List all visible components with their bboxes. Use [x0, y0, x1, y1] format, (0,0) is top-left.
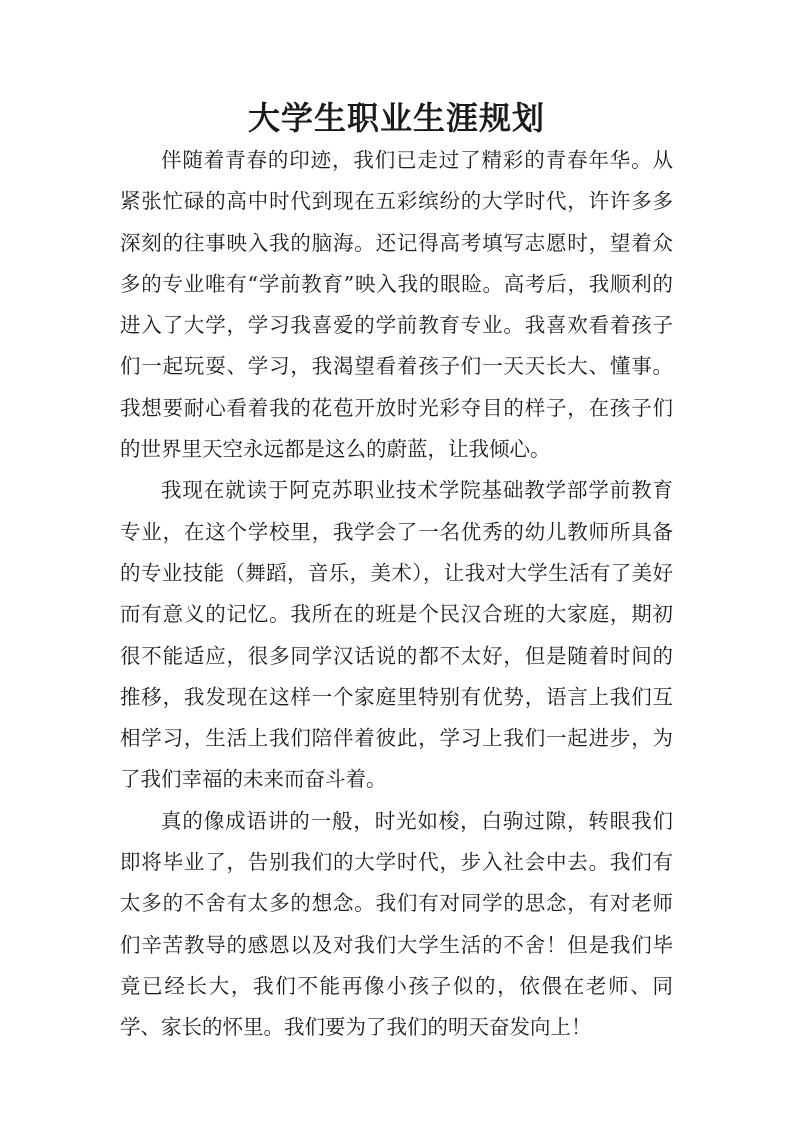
document-body — [120, 140, 673, 1049]
paragraph-2: 我现在就读于阿克苏职业技术学院基础教学部学前教育专业，在这个学校里，我学会了一名优秀的幼儿教师所具备的专业技能（舞蹈，音乐，美术），让我对大学生活有了美好而有意义的记忆。我所在的班是个民汉合班的大家庭，期初很不能适应，很多同学汉话说的都不太好，但是随着时间的推移，我发现在这样一个家庭里特别有优势，语言上我们互相学习，生活上我们陪伴着彼此，学习上我们一起进步，为了我们幸福的未来而奋斗着。 — [120, 478, 673, 792]
document-title: 大学生职业生涯规划 — [247, 99, 545, 137]
paragraph-1: 伴随着青春的印迹，我们已走过了精彩的青春年华。从紧张忙碌的高中时代到现在五彩缤纷的大学时代，许许多多深刻的往事映入我的脑海。还记得高考填写志愿时，望着众多的专业唯有“学前教育”映入我的眼睑。高考后，我顺利的进入了大学，学习我喜爱的学前教育专业。我喜欢看着孩子们一起玩耍、学习，我渴望看着孩子们一天天长大、懂事。我想要耐心看着我的花苞开放时光彩夺目的样子，在孩子们的世界里天空永远都是这么的蔚蓝，让我倾心。 — [120, 148, 673, 462]
paragraph-3: 真的像成语讲的一般，时光如梭，白驹过隙，转眼我们即将毕业了，告别我们的大学时代，步入社会中去。我们有太多的不舍有太多的想念。我们有对同学的思念，有对老师们辛苦教导的感恩以及对我们大学生活的不舍！但是我们毕竟已经长大，我们不能再像小孩子似的，依偎在老师、同学、家长的怀里。我们要为了我们的明天奋发向上！ — [120, 808, 673, 1040]
